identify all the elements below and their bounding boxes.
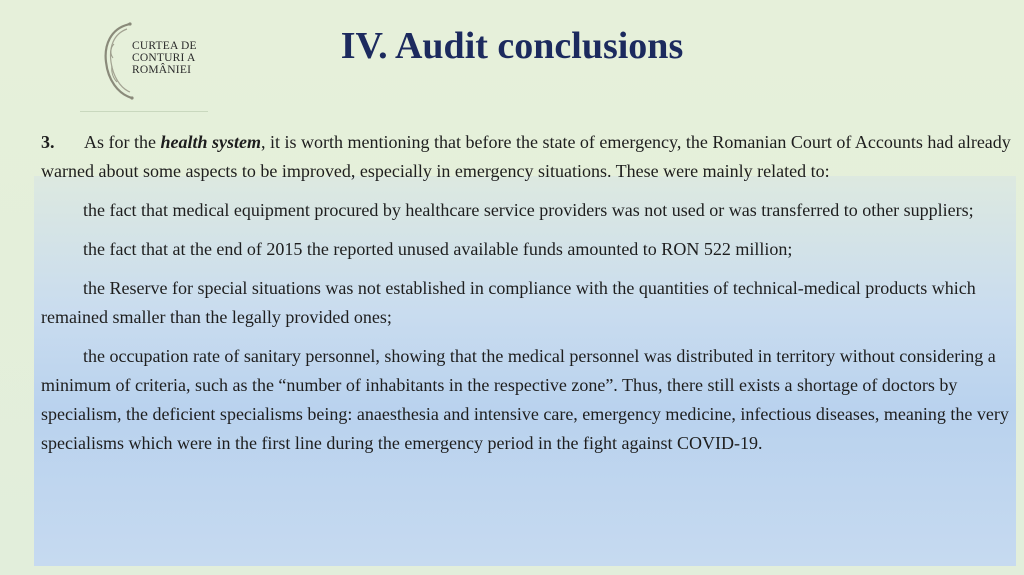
list-item: the occupation rate of sanitary personnel, showing that the medical personnel was distributed in territory without considering a minimum of criteria, such as the “number of inhabitants in the respective zone”. Thus, there still exists a shortage of doctors by specialism, the deficient specialisms being: anaesthesia and intensive care, emergency medicine, infectious diseases, meaning the very specialisms which were in the first line during the emergency period in the fight against COVID-19. bbox=[41, 346, 1009, 453]
intro-emphasis: health system bbox=[160, 132, 261, 152]
list-item: the fact that at the end of 2015 the reported unused available funds amounted to RON 522 million; bbox=[83, 239, 793, 259]
intro-before: As for the bbox=[84, 132, 161, 152]
logo-line-2: CONTURI A bbox=[132, 52, 196, 64]
list-item: the Reserve for special situations was not established in compliance with the quantities of technical-medical products which remained smaller than the legally provided ones; bbox=[41, 278, 976, 327]
logo-line-1: CURTEA DE bbox=[132, 40, 197, 52]
intro-after: , it is worth mentioning that before the state of emergency, the Romanian Court of Accounts had already warned about some aspects to be improved, especially in emergency situations. These were mainly related to: bbox=[41, 132, 1011, 181]
intro-paragraph bbox=[41, 128, 1016, 186]
list-item: the fact that medical equipment procured by healthcare service providers was not used or was transferred to other suppliers; bbox=[83, 200, 974, 220]
page-title: IV. Audit conclusions bbox=[340, 25, 684, 67]
logo-divider bbox=[80, 111, 208, 112]
content-body bbox=[41, 128, 1016, 468]
paragraph-number: 3. bbox=[41, 132, 55, 152]
logo-line-3: ROMÂNIEI bbox=[132, 64, 192, 76]
